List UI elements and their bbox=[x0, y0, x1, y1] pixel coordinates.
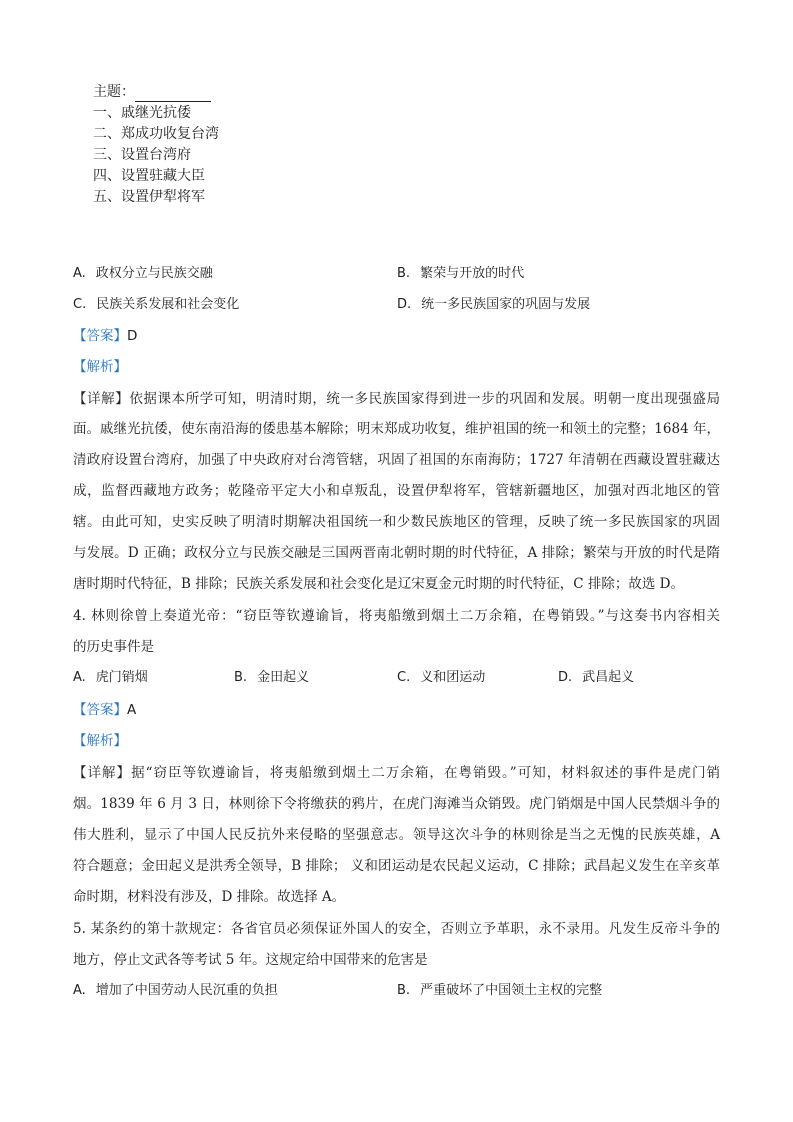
q3-option-c: C. 民族关系发展和社会变化 bbox=[73, 297, 240, 312]
topic-item: 二、郑成功收复台湾 bbox=[93, 126, 219, 142]
q3-detail-line: 面。戚继光抗倭，使东南沿海的倭患基本解除；明末郑成功收复，维护祖国的统一和领土的完整；1684 年， bbox=[73, 421, 720, 437]
detail-tag: 【详解】 bbox=[73, 765, 132, 781]
topic-item: 三、设置台湾府 bbox=[93, 147, 191, 163]
q4-option-a: A. 虎门销烟 bbox=[73, 670, 148, 685]
q4-detail-line: 烟。1839 年 6 月 3 日，林则徐下令将缴获的鸦片，在虎门海滩当众销毁。虎门销烟是中国人民禁烟斗争的 bbox=[73, 796, 720, 812]
analysis-tag: 【解析】 bbox=[73, 733, 127, 749]
q3-detail-line: 清政府设置台湾府，加强了中央政府对台湾管辖，巩固了祖国的东南海防；1727 年清朝在西藏设置驻藏达 bbox=[73, 452, 720, 468]
q4-stem-line: 的历史事件是 bbox=[73, 639, 154, 655]
analysis-tag: 【解析】 bbox=[73, 359, 127, 375]
q4-answer bbox=[73, 700, 720, 720]
topic-label: 主题： bbox=[93, 84, 135, 100]
topic-item: 四、设置驻藏大臣 bbox=[93, 168, 205, 184]
q4-stem-line: 4. 林则徐曾上奏道光帝：“窃臣等钦遵谕旨，将夷船缴到烟土二万余箱，在粤销毁。”与这奏书内容相关 bbox=[73, 608, 720, 624]
q3-option-b: B. 繁荣与开放的时代 bbox=[397, 266, 525, 281]
topic-item: 一、戚继光抗倭 bbox=[93, 105, 191, 121]
q3-analysis bbox=[73, 357, 720, 377]
q3-detail-line: 与发展。D 正确；政权分立与民族交融是三国两晋南北朝时期的时代特征，A 排除；繁荣与开放的时代是隋 bbox=[73, 545, 720, 561]
q5-option-a: A. 增加了中国劳动人民沉重的负担 bbox=[73, 983, 278, 998]
detail-tag: 【详解】 bbox=[73, 391, 130, 407]
topic-blank bbox=[135, 87, 211, 102]
answer-value: A bbox=[127, 702, 137, 718]
q4-detail-line: 命时期，材料没有涉及，D 排除。故选择 A。 bbox=[73, 889, 346, 905]
q4-option-c: C. 义和团运动 bbox=[397, 670, 486, 685]
q4-detail-line: 【详解】据“窃臣等钦遵谕旨，将夷船缴到烟土二万余箱，在粤销毁。”可知，材料叙述的事件是虎门销 bbox=[73, 765, 720, 781]
q4-option-b: B. 金田起义 bbox=[234, 670, 310, 685]
q3-answer bbox=[73, 326, 720, 346]
q5-stem-line: 地方，停止文武各等考试 5 年。这规定给中国带来的危害是 bbox=[73, 952, 428, 968]
topic-heading bbox=[93, 82, 211, 102]
q4-option-d: D. 武昌起义 bbox=[558, 670, 635, 685]
q4-detail-line: 符合题意；金田起义是洪秀全领导，B 排除； 义和团运动是农民起义运动，C 排除；武昌起义发生在辛亥革 bbox=[73, 858, 720, 874]
q5-option-b: B. 严重破坏了中国领土主权的完整 bbox=[397, 983, 603, 998]
q5-stem-line: 5. 某条约的第十款规定：各省官员必须保证外国人的安全，否则立予革职，永不录用。凡发生反帝斗争的 bbox=[73, 921, 720, 937]
q3-detail-line: 辖。由此可知，史实反映了明清时期解决祖国统一和少数民族地区的管理，反映了统一多民族国家的巩固 bbox=[73, 514, 720, 530]
answer-value: D bbox=[127, 328, 138, 344]
answer-tag: 【答案】 bbox=[73, 328, 127, 344]
q4-analysis bbox=[73, 731, 720, 751]
q3-detail-line: 成，监督西藏地方政务；乾隆帝平定大小和卓叛乱，设置伊犁将军，管辖新疆地区，加强对西北地区的管 bbox=[73, 483, 720, 499]
answer-tag: 【答案】 bbox=[73, 702, 127, 718]
q4-detail-line: 伟大胜利，显示了中国人民反抗外来侵略的坚强意志。领导这次斗争的林则徐是当之无愧的民族英雄，A bbox=[73, 827, 720, 843]
q3-option-a: A. 政权分立与民族交融 bbox=[73, 266, 213, 281]
q3-detail-line: 【详解】依据课本所学可知，明清时期，统一多民族国家得到进一步的巩固和发展。明朝一度出现强盛局 bbox=[73, 391, 721, 407]
q3-detail-line: 唐时期时代特征，B 排除；民族关系发展和社会变化是辽宋夏金元时期的时代特征，C 排除；故选 D。 bbox=[73, 576, 684, 592]
q3-option-d: D. 统一多民族国家的巩固与发展 bbox=[397, 297, 591, 312]
topic-item: 五、设置伊犁将军 bbox=[93, 189, 205, 205]
